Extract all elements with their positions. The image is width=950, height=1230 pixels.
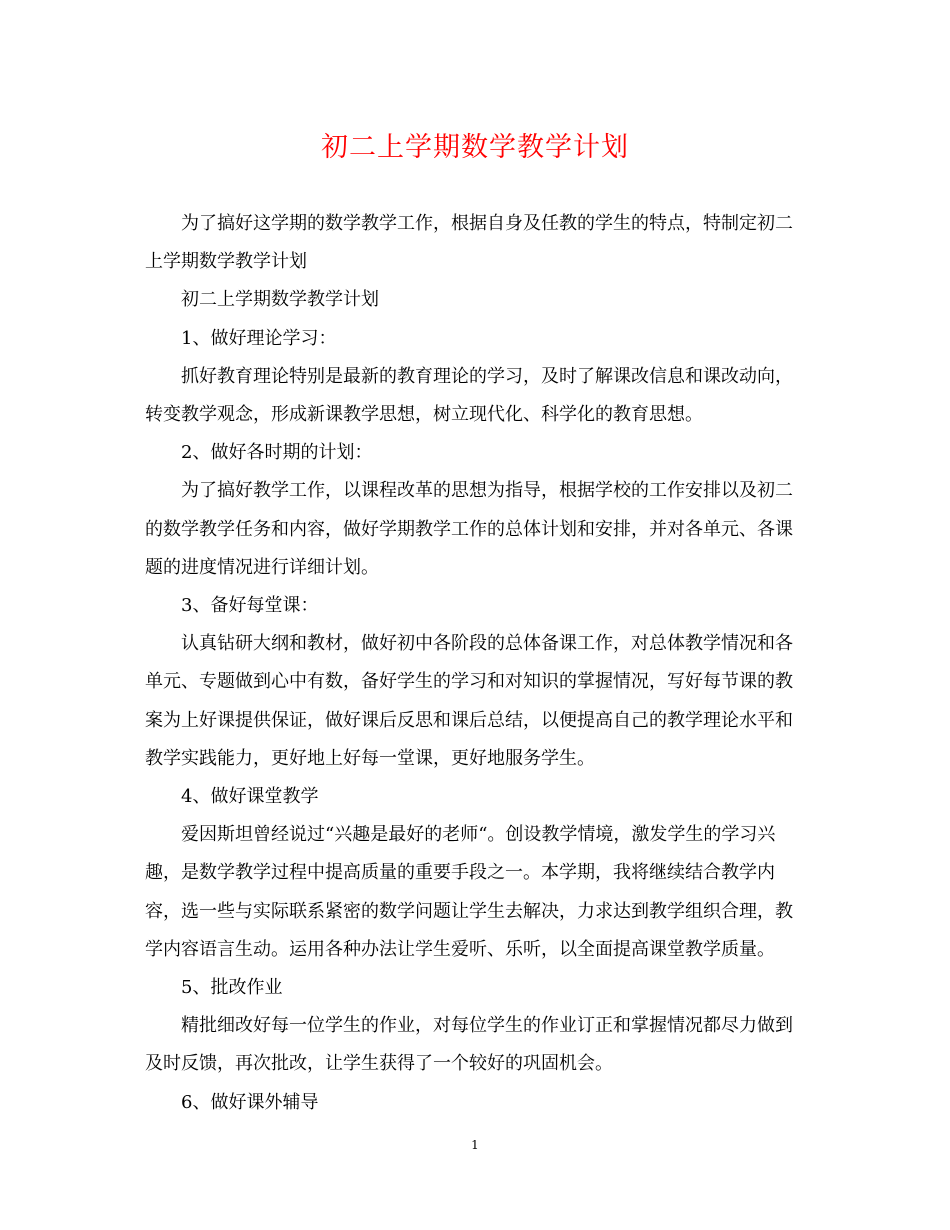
document-title: 初二上学期数学教学计划 bbox=[321, 132, 629, 163]
paragraph-subtitle: 初二上学期数学教学计划 bbox=[181, 289, 379, 311]
paragraph-section-5: 精批细改好每一位学生的作业，对每位学生的作业订正和掌握情况都尽力做到及时反馈，再次批改，让学生获得了一个较好的巩固机会。 bbox=[145, 1015, 793, 1075]
paragraph-intro: 为了搞好这学期的数学教学工作，根据自身及任教的学生的特点，特制定初二上学期数学教学计划 bbox=[145, 213, 793, 273]
paragraph-section-3: 认真钻研大纲和教材，做好初中各阶段的总体备课工作，对总体教学情况和各单元、专题做到心中有数，备好学生的学习和对知识的掌握情况，写好每节课的教案为上好课提供保证，做好课后反思和课后总结，以便提高自己的教学理论水平和教学实践能力，更好地上好每一堂课，更好地服务学生。 bbox=[145, 633, 793, 769]
section-heading-6: 6、做好课外辅导 bbox=[181, 1091, 319, 1113]
paragraph-section-4: 爱因斯坦曾经说过“兴趣是最好的老师“。创设教学情境，激发学生的学习兴趣，是数学教学过程中提高质量的重要手段之一。本学期，我将继续结合教学内容，选一些与实际联系紧密的数学问题让学生去解决，力求达到教学组织合理，教学内容语言生动。运用各种办法让学生爱听、乐听，以全面提高课堂教学质量。 bbox=[145, 824, 793, 960]
page-number: 1 bbox=[471, 1138, 479, 1152]
paragraph-section-2: 为了搞好教学工作，以课程改革的思想为指导，根据学校的工作安排以及初二的数学教学任务和内容，做好学期教学工作的总体计划和安排，并对各单元、各课题的进度情况进行详细计划。 bbox=[145, 480, 793, 578]
section-heading-4: 4、做好课堂教学 bbox=[181, 786, 319, 808]
paragraph-section-1: 抓好教育理论特别是最新的教育理论的学习，及时了解课改信息和课改动向，转变教学观念，形成新课教学思想，树立现代化、科学化的教育思想。 bbox=[145, 365, 793, 426]
section-heading-5: 5、批改作业 bbox=[181, 977, 283, 999]
section-heading-2: 2、做好各时期的计划： bbox=[181, 442, 373, 464]
document-body bbox=[145, 205, 805, 1122]
section-heading-3: 3、备好每堂课： bbox=[181, 595, 319, 617]
section-heading-1: 1、做好理论学习： bbox=[181, 327, 337, 349]
